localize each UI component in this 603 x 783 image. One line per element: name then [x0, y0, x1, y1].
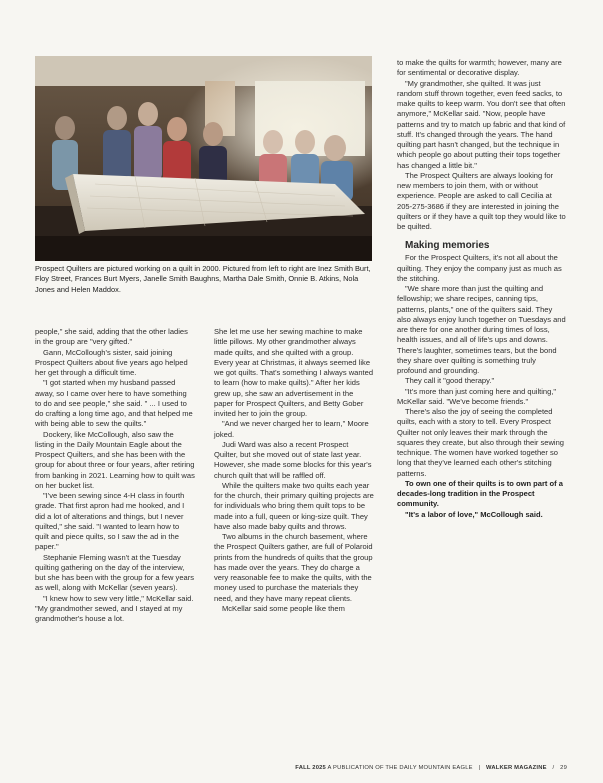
paragraph: Judi Ward was also a recent Prospect Quilter, but she moved out of state last year. However, she made some blocks for this year's church quilt that will be raffled off. [214, 439, 372, 480]
paragraph: "I've been sewing since 4-H class in fourth grade. That first apron had me hooked, and I did a lot of alterations and things, but I never quilted," she said. "I wanted to learn how to quilt and piece quilts, so I saw the ad in the paper." [35, 491, 185, 552]
paragraph: "I knew how to sew very little," McKellar said. "My grandmother sewed, and I stayed at my grandmother's house a lot. [35, 593, 194, 623]
paragraph: "I got started when my husband passed away, so I came over here to have something to do and see people," she said. " ... I used to do crafting a long time ago, and that helped me with being able to sew the quilts." [35, 378, 193, 429]
paragraph: "My grandmother, she quilted. It was just random stuff thrown together, even feed sacks, to make quilts to keep warm. You don't see that often anymore," McKellar said. "Now, people have patterns and try to match up fabric and that kind of stuff. It's changed through the years. The hand quilting part hasn't changed, but the technique in which people go about putting their tops together has changed a little bit." [397, 78, 566, 170]
paragraph: Stephanie Fleming wasn't at the Tuesday quilting gathering on the day of the interview, but she has been with the group for a few years as well, along with McKellar (seven years). [35, 552, 195, 593]
paragraph: "It's more than just coming here and quilting," McKellar said. "We've become friends." [397, 386, 557, 406]
paragraph: For the Prospect Quilters, it's not all about the quilting. They enjoy the company just as much as the stitching. [397, 253, 562, 283]
paragraph: They call it "good therapy." [405, 376, 495, 386]
footer-page-number: 29 [560, 765, 567, 771]
photo-caption: Prospect Quilters are pictured working on a quilt in 2000. Pictured from left to right are Inez Smith Burt, Floy Street, Frances Burt Myers, Janelle Smith Baughns, Martha Dale Smith, Onnie B. Atkins, Nola Jones and Helen Maddox. [35, 264, 371, 294]
closing-quote: "It's a labor of love," McCollough said. [405, 509, 543, 519]
paragraph: Dockery, like McCollough, also saw the listing in the Daily Mountain Eagle about the Prospect Quilters, and she has been with the group for about three or four years, after retiring from banking in 2021. Learning how to quilt was on her bucket list. [35, 429, 195, 490]
paragraph: She let me use her sewing machine to make little pillows. My other grandmother always made quilts, and she quilted with a group. Every year at Christmas, it always seemed like we got quilts. That's something I always wanted to learn (how to make quilts)." After her kids grew up, she saw an advertisement in the paper for Prospect Quilters, and Betty Gober invited her to join the group. [214, 327, 374, 418]
footer-issue: FALL 2025 [295, 765, 326, 771]
paragraph: to make the quilts for warmth; however, many are for sentimental or decorative display. [397, 58, 562, 78]
section-subhead: Making memories [405, 240, 490, 252]
paragraph: "And we never charged her to learn," Moore joked. [214, 419, 369, 439]
page-footer [295, 765, 567, 771]
paragraph: "We share more than just the quilting and fellowship; we share recipes, canning tips, patterns, plants," one of the quilters said. They also always enjoy lunch together on Tuesdays and are there for one another during times of loss, health issues, and all of life's ups and downs. There's laughter, sometimes tears, but the bond they share over quilting is something truly profound and grounding. [397, 284, 566, 375]
paragraph: McKellar said some people like them [222, 603, 345, 613]
article-photo [35, 56, 372, 261]
paragraph: There's also the joy of seeing the completed quilts, each with a story to tell. Every Prospect Quilter not only leaves their mark through the squares they create, but also through their sewing technique. The women have worked together so long that they've learned each other's stitching patterns. [397, 407, 564, 478]
closing-paragraph: To own one of their quilts is to own part of a decades-long tradition in the Prospect community. [397, 478, 563, 509]
footer-publication: A PUBLICATION OF THE DAILY MOUNTAIN EAGLE [327, 765, 473, 771]
footer-magazine: WALKER MAGAZINE [486, 765, 547, 771]
article-column-right [397, 58, 567, 520]
paragraph: Gann, McCollough's sister, said joining Prospect Quilters about five years ago helped her get through a difficult time. [35, 347, 188, 377]
paragraph: people," she said, adding that the other ladies in the group are "very gifted." [35, 327, 188, 347]
paragraph: The Prospect Quilters are always looking for new members to join them, with or without experience. People are asked to call Cecilia at 205-275-3686 if they are interested in joining the quilters or if they have a quilt top they would like to be quilted. [397, 170, 566, 231]
footer-separator: | [478, 765, 481, 771]
footer-divider: / [552, 765, 555, 771]
article-column-left [35, 327, 195, 624]
article-column-middle [214, 327, 374, 614]
paragraph: While the quilters make two quilts each year for the church, their primary quilting projects are for individuals who bring them quilt tops to be made into a full, queen or king-size quilt. They have also made baby quilts and throws. [214, 480, 374, 531]
paragraph: Two albums in the church basement, where the Prospect Quilters gather, are full of Polaroid prints from the hundreds of quilts that the group has made over the years. They do charge a very reasonable fee to make the quilts, with the money used to purchase the materials they need, and they have many repeat clients. [214, 532, 373, 603]
quilters-photo-illustration [35, 56, 372, 261]
